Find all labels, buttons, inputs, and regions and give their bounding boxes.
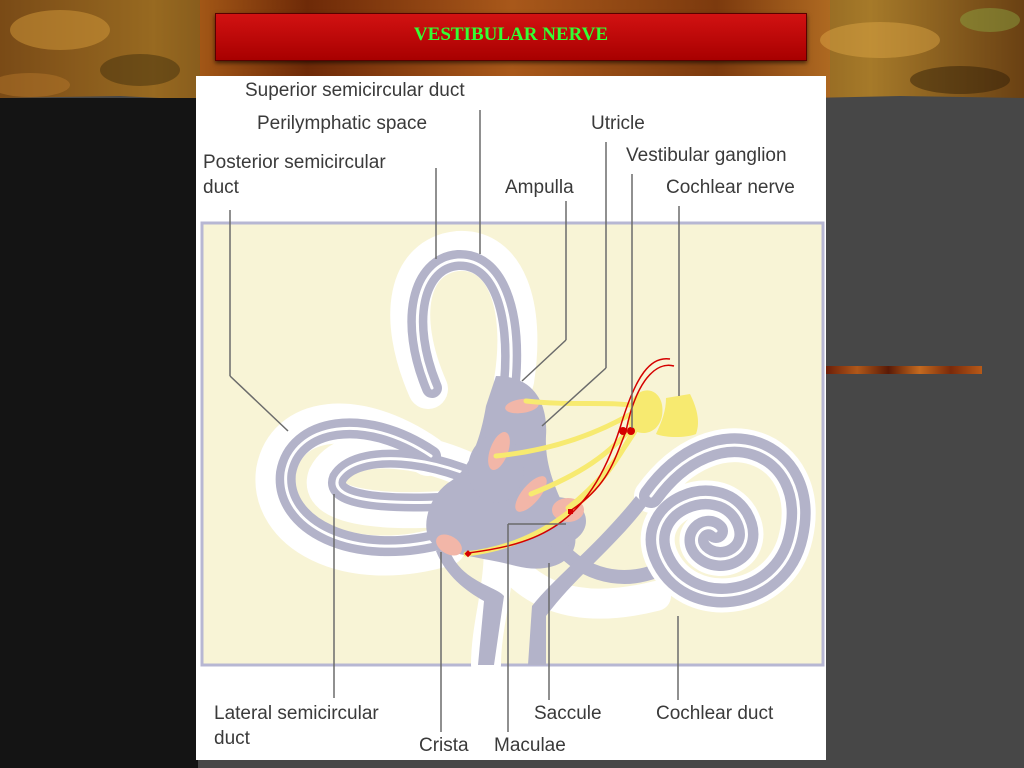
label-perilymphatic-space: Perilymphatic space xyxy=(257,113,428,134)
label-maculae: Maculae xyxy=(494,735,566,756)
label-crista: Crista xyxy=(419,735,469,756)
label-ampulla: Ampulla xyxy=(505,177,574,198)
label-vestibular-ganglion: Vestibular ganglion xyxy=(626,145,787,166)
label-utricle: Utricle xyxy=(591,113,645,134)
label-saccule: Saccule xyxy=(534,703,602,724)
label-superior-semicircular-duct: Superior semicircular duct xyxy=(245,80,465,101)
label-lateral-semicircular-duct-line2: duct xyxy=(214,728,250,749)
label-posterior-semicircular-duct-line2: duct xyxy=(203,177,239,198)
slide-title-bar xyxy=(215,13,807,61)
right-decorative-strip xyxy=(826,366,982,374)
label-lateral-semicircular-duct-line1: Lateral semicircular xyxy=(214,703,379,724)
label-posterior-semicircular-duct-line1: Posterior semicircular xyxy=(203,152,386,173)
slide-title: VESTIBULAR NERVE xyxy=(413,24,609,45)
left-dark-panel xyxy=(0,98,198,768)
label-cochlear-nerve: Cochlear nerve xyxy=(666,177,795,198)
label-cochlear-duct: Cochlear duct xyxy=(656,703,774,724)
inner-ear-diagram xyxy=(196,76,826,760)
